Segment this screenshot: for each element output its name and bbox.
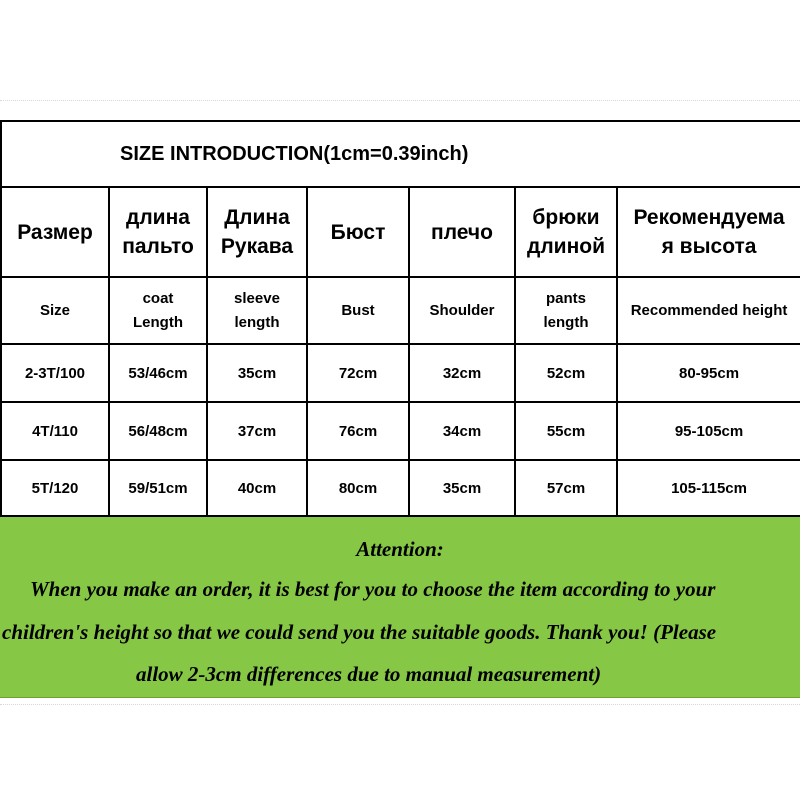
table-cell: 80-95cm [617,344,800,402]
header-en-bust: Bust [307,277,409,344]
table-cell: 59/51cm [109,460,207,516]
table-cell: 4T/110 [1,402,109,460]
header-ru-pants-length: брюки длиной [515,187,617,277]
header-en-pants-length: pants length [515,277,617,344]
table-cell: 105-115cm [617,460,800,516]
header-en-shoulder: Shoulder [409,277,515,344]
divider-top [0,100,800,101]
notice-line: When you make an order, it is best for you to choose the item according to your [30,577,716,601]
table-cell: 34cm [409,402,515,460]
header-ru-coat-length: длина пальто [109,187,207,277]
table-cell: 57cm [515,460,617,516]
notice-heading: Attention: [356,537,444,561]
table-cell: 35cm [409,460,515,516]
table-cell: 80cm [307,460,409,516]
divider-bottom [0,704,800,705]
header-ru-bust: Бюст [307,187,409,277]
header-en-sleeve-length: sleeve length [207,277,307,344]
table-cell: 52cm [515,344,617,402]
header-row-english [1,277,800,344]
header-ru-recommended-height: Рекомендуема я высота [617,187,800,277]
table-cell: 55cm [515,402,617,460]
notice-line: children's height so that we could send you the suitable goods. Thank you! (Please [2,620,717,644]
table-cell: 2-3T/100 [1,344,109,402]
table-cell: 53/46cm [109,344,207,402]
table-cell: 40cm [207,460,307,516]
table-row [1,344,800,402]
header-ru-size: Размер [1,187,109,277]
table-row [1,402,800,460]
attention-notice [0,515,800,698]
header-row-russian [1,187,800,277]
header-en-recommended-height: Recommended height [617,277,800,344]
size-chart-table [0,120,800,517]
table-cell: 95-105cm [617,402,800,460]
table-cell: 37cm [207,402,307,460]
header-ru-sleeve-length: Длина Рукава [207,187,307,277]
table-cell: 5T/120 [1,460,109,516]
notice-line: allow 2-3cm differences due to manual measurement) [136,662,602,686]
table-row [1,460,800,516]
table-title: SIZE INTRODUCTION(1cm=0.39inch) [1,121,800,187]
header-ru-shoulder: плечо [409,187,515,277]
table-cell: 76cm [307,402,409,460]
table-cell: 72cm [307,344,409,402]
title-row [1,121,800,187]
header-en-coat-length: coat Length [109,277,207,344]
table-cell: 32cm [409,344,515,402]
header-en-size: Size [1,277,109,344]
table-cell: 56/48cm [109,402,207,460]
table-cell: 35cm [207,344,307,402]
